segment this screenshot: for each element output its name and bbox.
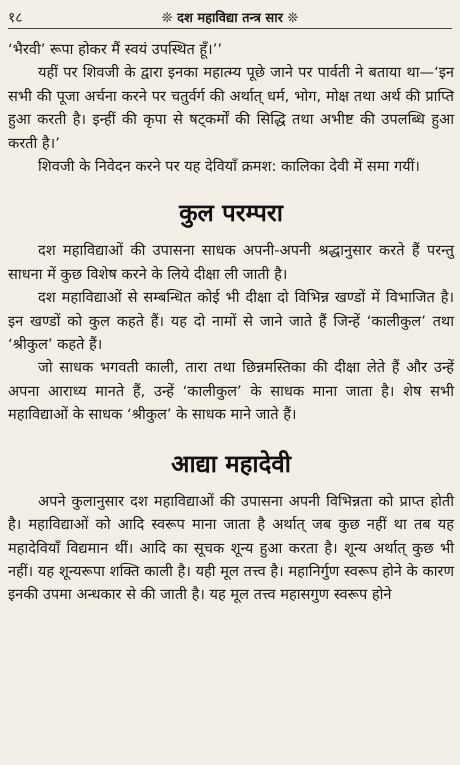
section-heading-adya-mahadevi: आद्या महादेवी: [171, 448, 291, 478]
section-heading-kul-parampara: कुल परम्परा: [179, 198, 283, 228]
page-body: [8, 38, 454, 607]
page-number: १८: [8, 9, 23, 26]
paragraph: दश महाविद्याओं की उपासना साधक अपनी-अपनी श्रद्धानुसार करते हैं परन्तु साधना में कुछ विशेष करने के लिये दीक्षा ली जाती है।: [8, 242, 454, 283]
running-title: ❊ दश महाविद्या तन्त्र सार ❊: [161, 11, 299, 26]
paragraph: दश महाविद्याओं से सम्बन्धित कोई भी दीक्षा दो विभिन्न खण्डों में विभाजित है। इन खण्डों को कुल कहते हैं। यह दो नामों से जाने जाते हैं जिन्हें ‘कालीकुल’ तथा ‘श्रीकुल’ कहते हैं।: [8, 289, 454, 354]
paragraph: ‘भैरवी’ रूपा होकर मैं स्वयं उपस्थित हूँ।’’: [8, 41, 222, 58]
paragraph: यहीं पर शिवजी के द्वारा इनका महात्म्य पूछे जाने पर पार्वती ने बताया था—‘इन सभी की पूजा अर्चना करने पर चतुर्वर्ग की अर्थात् धर्म, भोग, मोक्ष तथा अर्थ की प्राप्ति हुआ करती है। इन्हीं की कृपा से षट्कर्मों की सिद्धि तथा अभीष्ट की उपलब्धि हुआ करती है।’: [8, 64, 454, 152]
page-header: [8, 6, 452, 29]
paragraph: अपने कुलानुसार दश महाविद्याओं की उपासना अपनी विभिन्नता को प्राप्त होती है। महाविद्याओं को आदि स्वरूप माना जाता है अर्थात् जब कुछ नहीं था तब यह महादेवियाँ विद्यमान थीं। आदि का सूचक शून्य हुआ करता है। शून्य अर्थात् कुछ भी नहीं। यह शून्यरूपा शक्ति काली है। यही मूल तत्त्व है। महानिर्गुण स्वरूप होने के कारण इनकी उपमा अन्धकार से की जाती है। यह मूल तत्त्व महासगुण स्वरूप होने: [8, 492, 454, 604]
paragraph: जो साधक भगवती काली, तारा तथा छिन्नमस्तिका की दीक्षा लेते हैं और उन्हें अपना आराध्य मानते हैं, उन्हें ‘कालीकुल’ के साधक माना जाता है। शेष सभी महाविद्याओं के साधक ‘श्रीकुल’ के साधक माने जाते हैं।: [8, 359, 454, 424]
paragraph: शिवजी के निवेदन करने पर यह देवियाँ क्रमश: कालिका देवी में समा गयीं।: [38, 158, 420, 176]
